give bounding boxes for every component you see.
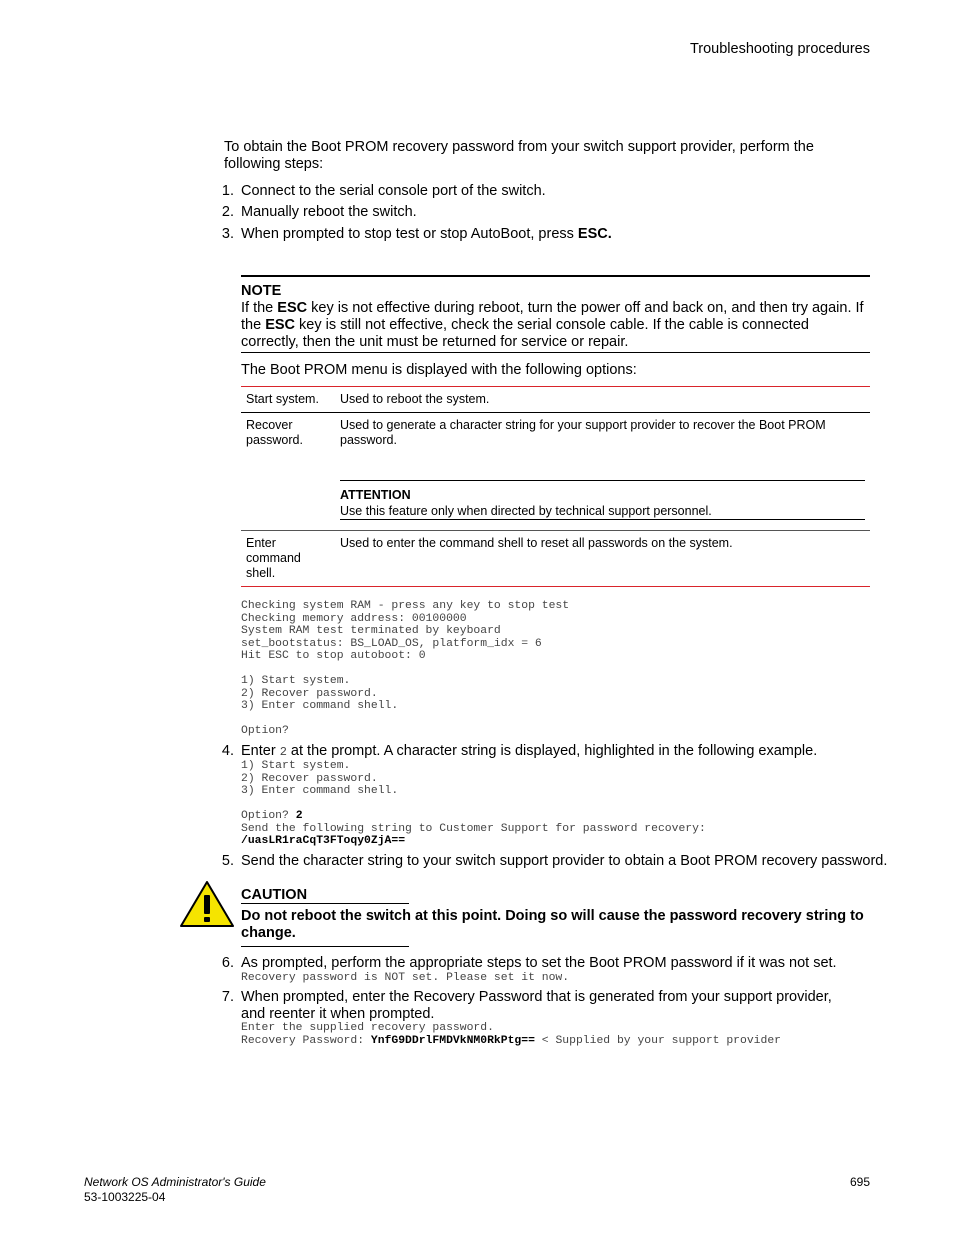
caution-text: Do not reboot the switch at this point. Doing so will cause the password recovery string to change. [241, 908, 864, 941]
code-line [241, 835, 706, 848]
code-line: 1) Start system. [241, 675, 351, 687]
code-line-password-not-set: Recovery password is NOT set. Please set it now. [241, 972, 570, 984]
option-name: Enter command shell. [246, 536, 301, 580]
esc-key-label: ESC. [577, 226, 612, 242]
caution-bottom-rule [241, 946, 409, 947]
note-text [241, 300, 870, 351]
code-line [241, 1035, 781, 1048]
step-text: As prompted, perform the appropriate steps to set the Boot PROM password if it was not set. [241, 955, 837, 971]
code-line: Hit ESC to stop autoboot: 0 [241, 650, 426, 662]
step-number: 3. [221, 226, 234, 242]
code-line: 2) Recover password. [241, 772, 378, 785]
intro-paragraph: To obtain the Boot PROM recovery password from your switch support provider, perform the following steps: [224, 139, 814, 172]
footer-guide-title: Network OS Administrator's Guide [84, 1175, 266, 1189]
page-header-section: Troubleshooting procedures [689, 41, 870, 57]
caution-top-rule [241, 903, 409, 904]
step-text-part: Enter [241, 743, 280, 759]
option-description: Used to reboot the system. [340, 392, 490, 406]
note-text-part: If the [241, 300, 278, 316]
code-line [241, 810, 706, 823]
menu-intro: The Boot PROM menu is displayed with the following options: [241, 362, 637, 378]
recovery-password-value: YnfG9DDrlFMDVkNM0RkPtg== [370, 1034, 535, 1047]
code-line: 2) Recover password. [241, 687, 378, 700]
note-bottom-rule [241, 352, 870, 353]
recovery-string: /uasLR1raCqT3FToqy0ZjA== [241, 835, 406, 847]
code-blank-line [241, 798, 706, 811]
inline-code: 2 [279, 745, 287, 759]
step-number: 2. [221, 204, 234, 220]
code-line: 3) Enter command shell. [241, 785, 399, 797]
attention-top-rule [340, 480, 865, 481]
table-row-rule [241, 530, 870, 531]
table-top-rule [241, 386, 870, 387]
attention-label: ATTENTION [340, 488, 411, 502]
code-prompt: Recovery Password: [241, 1034, 371, 1047]
option-name: Recover password. [246, 418, 303, 447]
step-number: 1. [221, 183, 234, 199]
step-text: When prompted, enter the Recovery Password that is generated from your support provider, and reenter it when prompted. [241, 989, 832, 1022]
caution-label: CAUTION [241, 887, 308, 903]
option-name: Start system. [246, 392, 319, 406]
note-top-rule [241, 275, 870, 277]
step-text: Send the character string to your switch support provider to obtain a Boot PROM recovery password. [241, 853, 888, 869]
step-text-main: When prompted to stop test or stop AutoBoot, press [241, 226, 578, 242]
step-number: 4. [221, 743, 234, 759]
attention-text: Use this feature only when directed by technical support personnel. [340, 504, 712, 518]
footer-page-number: 695 [849, 1175, 870, 1189]
code-block-recovery-string [241, 760, 706, 848]
step-number: 6. [221, 955, 234, 971]
step-text [241, 226, 612, 243]
step-text: Connect to the serial console port of the switch. [241, 183, 546, 199]
attention-bottom-rule [340, 519, 865, 520]
caution-warning-icon [179, 880, 235, 928]
code-line: System RAM test terminated by keyboard [241, 625, 501, 637]
code-line: Option? [241, 725, 289, 737]
code-line: 1) Start system. [241, 760, 351, 772]
esc-key-label: ESC [265, 317, 296, 333]
step-text [241, 743, 817, 760]
table-header-rule [241, 412, 870, 413]
option-description: Used to enter the command shell to reset all passwords on the system. [340, 536, 733, 550]
code-line: 3) Enter command shell. [241, 700, 399, 712]
steps-list-a [221, 183, 864, 247]
code-block-boot-output [241, 600, 569, 738]
footer-doc-number: 53-1003225-04 [84, 1190, 166, 1204]
code-input: 2 [295, 810, 303, 822]
step-text-part: at the prompt. A character string is displayed, highlighted in the following example. [286, 743, 818, 759]
table-bottom-rule [241, 586, 870, 587]
code-line: Checking memory address: 00100000 [241, 612, 467, 625]
note-label: NOTE [241, 283, 282, 299]
esc-key-label: ESC [277, 300, 308, 316]
step-2 [221, 204, 864, 226]
code-line: set_bootstatus: BS_LOAD_OS, platform_idx = 6 [241, 637, 542, 650]
code-comment: < Supplied by your support provider [534, 1034, 782, 1047]
code-block-recovery-password [241, 1022, 781, 1047]
option-description: Used to generate a character string for your support provider to recover the Boot PROM password. [340, 418, 826, 447]
note-text-part: key is not effective during reboot, turn the power off and back on, and then try again. If the [241, 300, 864, 333]
step-text: Manually reboot the switch. [241, 204, 417, 220]
step-number: 5. [221, 853, 234, 869]
code-line: Enter the supplied recovery password. [241, 1022, 494, 1034]
code-line: Checking system RAM - press any key to stop test [241, 600, 570, 612]
note-text-part: key is still not effective, check the serial console cable. If the cable is connected correctly, then the unit must be returned for service or repair. [241, 317, 809, 350]
step-3 [221, 226, 864, 247]
step-number: 7. [221, 989, 234, 1005]
code-blank-line [241, 713, 569, 726]
code-blank-line [241, 663, 569, 676]
step-1 [221, 183, 864, 204]
code-line: Send the following string to Customer Support for password recovery: [241, 822, 706, 835]
code-prompt: Option? [241, 810, 296, 822]
